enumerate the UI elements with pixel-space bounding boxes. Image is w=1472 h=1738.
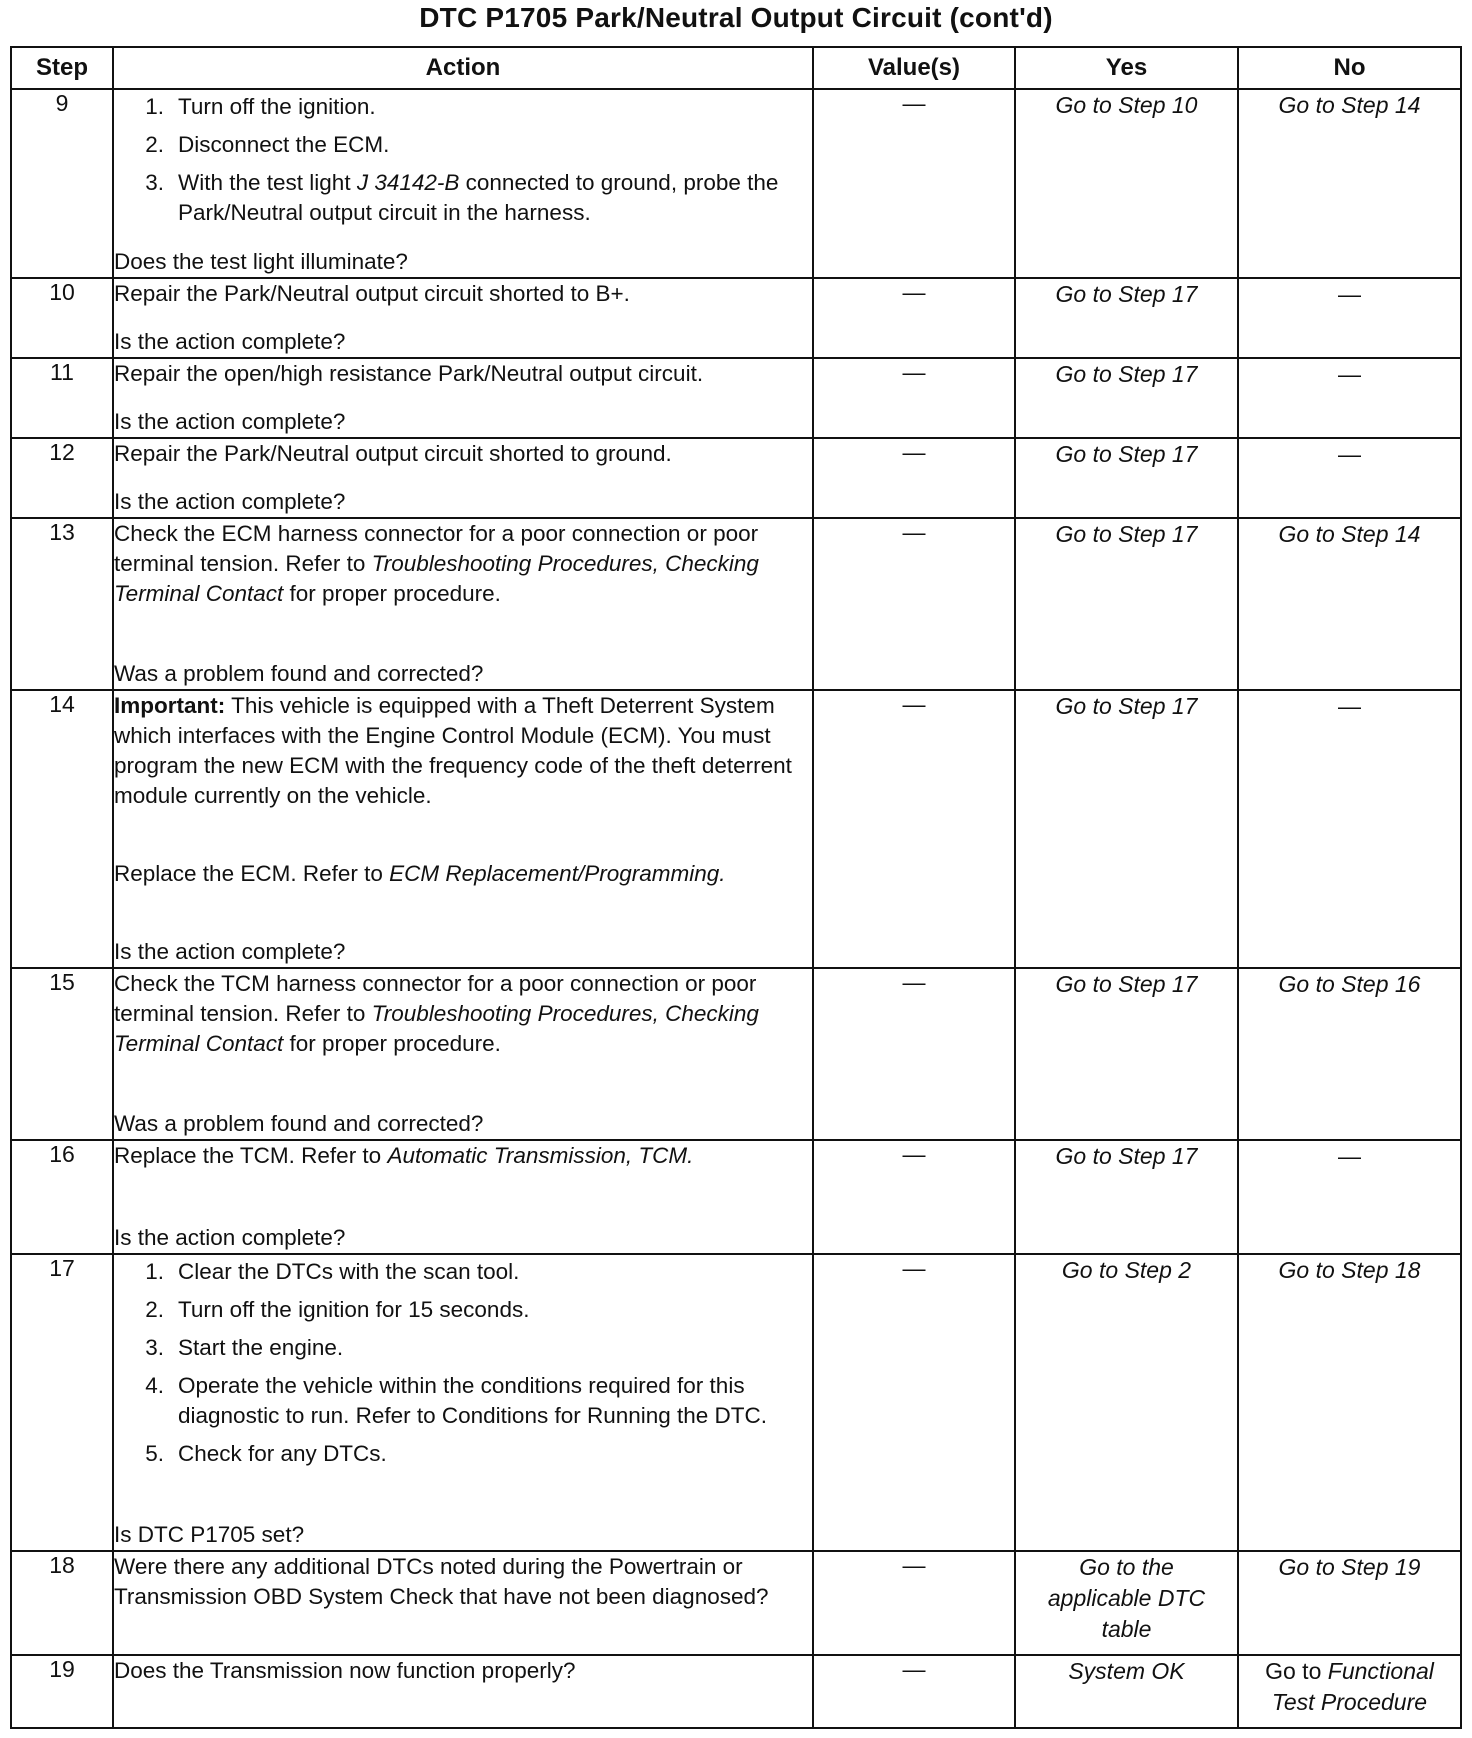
list-item: 4. Operate the vehicle within the conditions required for this diagnostic to run. Refer to Conditions for Running the DTC. bbox=[145, 1373, 768, 1428]
action-question: Does the test light illuminate? bbox=[114, 249, 408, 274]
table-row bbox=[11, 690, 1461, 968]
table-row bbox=[11, 1655, 1461, 1728]
step-number: 10 bbox=[11, 278, 113, 358]
no-cell: Go to Step 18 bbox=[1238, 1254, 1461, 1551]
yes-cell: Go to Step 17 bbox=[1015, 968, 1238, 1140]
step-number: 19 bbox=[11, 1655, 113, 1728]
action-cell bbox=[113, 1254, 813, 1551]
table-row bbox=[11, 89, 1461, 278]
step-number: 9 bbox=[11, 89, 113, 278]
action-cell: Replace the TCM. Refer to Automatic Transmission, TCM. Is the action complete? bbox=[113, 1140, 813, 1254]
yes-cell: Go to Step 17 bbox=[1015, 278, 1238, 358]
step-number: 18 bbox=[11, 1551, 113, 1655]
action-steps bbox=[114, 92, 812, 236]
action-question: Is the action complete? bbox=[114, 409, 346, 434]
list-item: 1. Turn off the ignition. bbox=[145, 94, 376, 119]
list-item: 3. Start the engine. bbox=[145, 1335, 344, 1360]
action-cell: Repair the Park/Neutral output circuit shorted to ground. Is the action complete? bbox=[113, 438, 813, 518]
value-cell: — bbox=[813, 1551, 1015, 1655]
action-question: Is the action complete? bbox=[114, 489, 346, 514]
header-no: No bbox=[1238, 47, 1461, 89]
yes-cell: Go to Step 2 bbox=[1015, 1254, 1238, 1551]
value-cell: — bbox=[813, 1140, 1015, 1254]
yes-cell: Go to Step 17 bbox=[1015, 438, 1238, 518]
header-values: Value(s) bbox=[813, 47, 1015, 89]
action-question: Is the action complete? bbox=[114, 1225, 346, 1250]
table-row bbox=[11, 438, 1461, 518]
no-cell: Go to Step 19 bbox=[1238, 1551, 1461, 1655]
dtc-table bbox=[10, 46, 1462, 1729]
action-question: Were there any additional DTCs noted during the Powertrain or Transmission OBD System Check that have not been diagnosed? bbox=[114, 1554, 769, 1609]
action-question: Is the action complete? bbox=[114, 329, 346, 354]
list-item: 3. With the test light J 34142-B connected to ground, probe the Park/Neutral output circuit in the harness. bbox=[145, 170, 779, 225]
value-cell: — bbox=[813, 358, 1015, 438]
action-cell: Check the ECM harness connector for a poor connection or poor terminal tension. Refer to Troubleshooting Procedures, Checking Terminal Contact for proper procedure. Was a problem found and corrected? bbox=[113, 518, 813, 690]
value-cell: — bbox=[813, 278, 1015, 358]
value-cell: — bbox=[813, 968, 1015, 1140]
action-steps bbox=[114, 1257, 812, 1477]
step-number: 13 bbox=[11, 518, 113, 690]
table-row bbox=[11, 358, 1461, 438]
yes-cell: Go to Step 17 bbox=[1015, 690, 1238, 968]
table-row bbox=[11, 1551, 1461, 1655]
yes-cell: Go to Step 17 bbox=[1015, 518, 1238, 690]
table-row bbox=[11, 1254, 1461, 1551]
table-row bbox=[11, 278, 1461, 358]
action-cell: Check the TCM harness connector for a poor connection or poor terminal tension. Refer to Troubleshooting Procedures, Checking Terminal Contact for proper procedure. Was a problem found and corrected? bbox=[113, 968, 813, 1140]
no-cell: — bbox=[1238, 1140, 1461, 1254]
list-item: 1. Clear the DTCs with the scan tool. bbox=[145, 1259, 520, 1284]
page-title: DTC P1705 Park/Neutral Output Circuit (cont'd) bbox=[419, 2, 1053, 33]
value-cell: — bbox=[813, 438, 1015, 518]
action-cell bbox=[113, 1655, 813, 1728]
action-question: Was a problem found and corrected? bbox=[114, 661, 484, 686]
action-cell bbox=[113, 89, 813, 278]
list-item: 2. Turn off the ignition for 15 seconds. bbox=[145, 1297, 530, 1322]
yes-cell: Go to Step 17 bbox=[1015, 1140, 1238, 1254]
no-cell: Go to Functional Test Procedure bbox=[1238, 1655, 1461, 1728]
no-cell: — bbox=[1238, 690, 1461, 968]
yes-cell: Go to the applicable DTC table bbox=[1015, 1551, 1238, 1655]
action-cell: Repair the open/high resistance Park/Neutral output circuit. Is the action complete? bbox=[113, 358, 813, 438]
action-question: Was a problem found and corrected? bbox=[114, 1111, 484, 1136]
yes-cell: Go to Step 10 bbox=[1015, 89, 1238, 278]
yes-cell: System OK bbox=[1015, 1655, 1238, 1728]
list-item: 2. Disconnect the ECM. bbox=[145, 132, 390, 157]
step-number: 12 bbox=[11, 438, 113, 518]
action-question: Does the Transmission now function properly? bbox=[114, 1658, 576, 1683]
step-number: 14 bbox=[11, 690, 113, 968]
step-number: 17 bbox=[11, 1254, 113, 1551]
value-cell: — bbox=[813, 1655, 1015, 1728]
value-cell: — bbox=[813, 690, 1015, 968]
table-row bbox=[11, 1140, 1461, 1254]
table-row bbox=[11, 518, 1461, 690]
step-number: 15 bbox=[11, 968, 113, 1140]
step-number: 16 bbox=[11, 1140, 113, 1254]
action-cell: Repair the Park/Neutral output circuit shorted to B+. Is the action complete? bbox=[113, 278, 813, 358]
no-cell: Go to Step 16 bbox=[1238, 968, 1461, 1140]
value-cell: — bbox=[813, 1254, 1015, 1551]
no-cell: — bbox=[1238, 278, 1461, 358]
action-question: Is DTC P1705 set? bbox=[114, 1522, 305, 1547]
no-cell: — bbox=[1238, 358, 1461, 438]
action-cell: Important: This vehicle is equipped with a Theft Deterrent System which interfaces with the Engine Control Module (ECM). You must program the new ECM with the frequency code of the theft deterrent module currently on the vehicle. Replace the ECM. Refer to ECM Replacement/Programming. Is the action complete? bbox=[113, 690, 813, 968]
header-row bbox=[11, 47, 1461, 89]
table-row bbox=[11, 968, 1461, 1140]
header-action: Action bbox=[113, 47, 813, 89]
no-cell: Go to Step 14 bbox=[1238, 518, 1461, 690]
action-cell bbox=[113, 1551, 813, 1655]
list-item: 5. Check for any DTCs. bbox=[145, 1441, 387, 1466]
step-number: 11 bbox=[11, 358, 113, 438]
no-cell: — bbox=[1238, 438, 1461, 518]
value-cell: — bbox=[813, 89, 1015, 278]
action-question: Is the action complete? bbox=[114, 939, 346, 964]
yes-cell: Go to Step 17 bbox=[1015, 358, 1238, 438]
header-step: Step bbox=[11, 47, 113, 89]
value-cell: — bbox=[813, 518, 1015, 690]
important-note: Important: This vehicle is equipped with a Theft Deterrent System which interfaces with the Engine Control Module (ECM). You must program the new ECM with the frequency code of the theft deterrent module currently on the vehicle. bbox=[114, 693, 792, 808]
no-cell: Go to Step 14 bbox=[1238, 89, 1461, 278]
header-yes: Yes bbox=[1015, 47, 1238, 89]
